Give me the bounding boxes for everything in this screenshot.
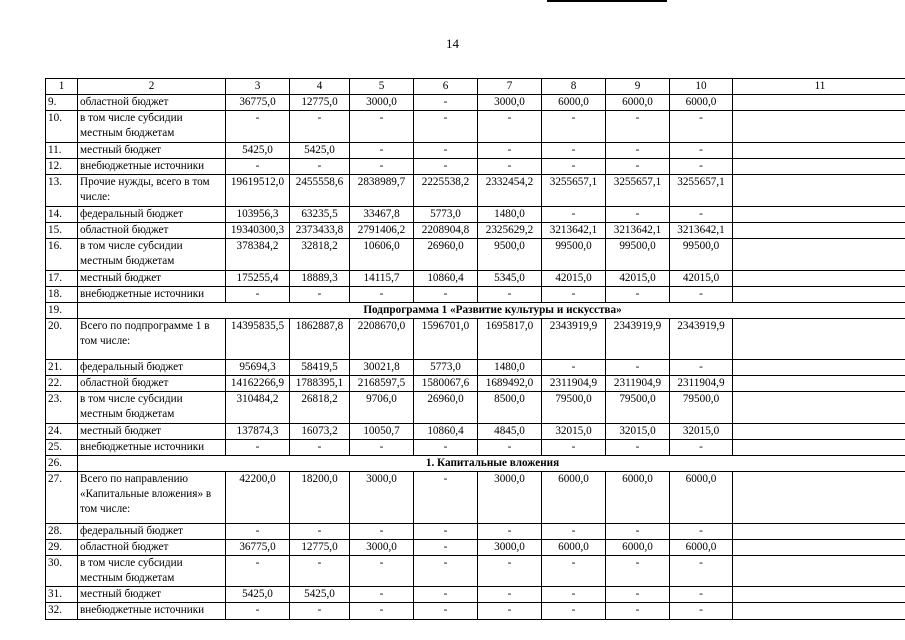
value-cell: - [414,95,478,111]
column-header: 1 [46,79,78,95]
row-label: областной бюджет [78,223,226,239]
value-cell [733,472,905,524]
row-number: 25. [46,440,78,456]
value-cell: 3000,0 [478,472,542,524]
value-cell [733,360,905,376]
row-number: 24. [46,424,78,440]
value-cell: - [542,111,606,143]
value-cell: 175255,4 [226,271,290,287]
value-cell: - [226,440,290,456]
row-number: 23. [46,392,78,424]
value-cell: 32015,0 [606,424,670,440]
value-cell: 2343919,9 [670,319,733,360]
value-cell: 79500,0 [606,392,670,424]
column-header: 6 [414,79,478,95]
value-cell: - [290,603,350,620]
value-cell: - [670,360,733,376]
value-cell: - [414,472,478,524]
value-cell: 1695817,0 [478,319,542,360]
row-number: 27. [46,472,78,524]
table-row [46,287,905,303]
value-cell: 42015,0 [542,271,606,287]
value-cell: 2791406,2 [350,223,414,239]
value-cell: - [414,603,478,620]
row-number: 18. [46,287,78,303]
row-label: федеральный бюджет [78,360,226,376]
row-number: 29. [46,540,78,556]
row-number: 26. [46,456,78,472]
value-cell: 30021,8 [350,360,414,376]
row-number: 31. [46,587,78,603]
value-cell: 2373433,8 [290,223,350,239]
value-cell [733,319,905,360]
value-cell: - [290,287,350,303]
table-row [46,271,905,287]
value-cell: - [542,287,606,303]
value-cell: 2311904,9 [542,376,606,392]
value-cell: 18200,0 [290,472,350,524]
value-cell [733,95,905,111]
value-cell [733,524,905,540]
value-cell: - [414,143,478,159]
row-label: местный бюджет [78,143,226,159]
value-cell: - [414,587,478,603]
value-cell: - [542,524,606,540]
column-number-row [46,79,905,95]
value-cell: 12775,0 [290,540,350,556]
value-cell: - [542,159,606,175]
value-cell: - [414,287,478,303]
row-label: Всего по подпрограмме 1 в том числе: [78,319,226,360]
value-cell: - [670,111,733,143]
row-number: 19. [46,303,78,319]
row-label: местный бюджет [78,587,226,603]
value-cell: 32015,0 [670,424,733,440]
value-cell: - [478,159,542,175]
value-cell: 12775,0 [290,95,350,111]
table-row [46,376,905,392]
row-label: областной бюджет [78,540,226,556]
value-cell: 10606,0 [350,239,414,271]
row-number: 12. [46,159,78,175]
value-cell: 2311904,9 [670,376,733,392]
table-row [46,587,905,603]
row-number: 15. [46,223,78,239]
value-cell: 6000,0 [606,95,670,111]
table-row [46,95,905,111]
value-cell [733,440,905,456]
value-cell: 79500,0 [542,392,606,424]
value-cell: - [670,143,733,159]
value-cell: - [606,207,670,223]
row-label: Всего по направлению «Капитальные вложения» в том числе: [78,472,226,524]
value-cell: 19619512,0 [226,175,290,207]
value-cell: 99500,0 [670,239,733,271]
value-cell: 36775,0 [226,540,290,556]
value-cell: 5425,0 [226,143,290,159]
value-cell: 3213642,1 [606,223,670,239]
value-cell [733,287,905,303]
value-cell: 63235,5 [290,207,350,223]
value-cell: 58419,5 [290,360,350,376]
value-cell: - [478,440,542,456]
value-cell: 5425,0 [226,587,290,603]
row-label: областной бюджет [78,376,226,392]
value-cell: 2838989,7 [350,175,414,207]
value-cell: - [478,111,542,143]
value-cell: - [478,287,542,303]
row-number: 30. [46,556,78,587]
value-cell: - [350,111,414,143]
value-cell: - [290,556,350,587]
value-cell: 3213642,1 [542,223,606,239]
row-label: в том числе субсидии местным бюджетам [78,392,226,424]
value-cell: 6000,0 [670,472,733,524]
value-cell: - [414,540,478,556]
value-cell [733,207,905,223]
row-label: внебюджетные источники [78,159,226,175]
value-cell: 137874,3 [226,424,290,440]
value-cell [733,392,905,424]
table-row [46,319,905,360]
row-label: в том числе субсидии местным бюджетам [78,239,226,271]
value-cell: - [478,603,542,620]
value-cell: - [606,159,670,175]
value-cell: 4845,0 [478,424,542,440]
value-cell: - [478,143,542,159]
scan-edge-mark [547,0,667,2]
value-cell: 14115,7 [350,271,414,287]
table-row [46,360,905,376]
value-cell [733,376,905,392]
value-cell: 16073,2 [290,424,350,440]
value-cell: 8500,0 [478,392,542,424]
value-cell: 5773,0 [414,360,478,376]
value-cell: 2343919,9 [606,319,670,360]
column-header: 4 [290,79,350,95]
value-cell: 103956,3 [226,207,290,223]
value-cell: 42200,0 [226,472,290,524]
value-cell: 3000,0 [350,540,414,556]
value-cell: 5773,0 [414,207,478,223]
value-cell: 2225538,2 [414,175,478,207]
value-cell: - [414,556,478,587]
value-cell: - [606,143,670,159]
value-cell: 3000,0 [478,95,542,111]
row-label: федеральный бюджет [78,207,226,223]
value-cell: 3255657,1 [670,175,733,207]
value-cell: - [290,159,350,175]
value-cell: - [670,603,733,620]
value-cell: 14395835,5 [226,319,290,360]
value-cell: - [350,143,414,159]
value-cell: - [478,556,542,587]
value-cell: 10860,4 [414,271,478,287]
row-label: федеральный бюджет [78,524,226,540]
value-cell: 2311904,9 [606,376,670,392]
row-number: 14. [46,207,78,223]
row-label: в том числе субсидии местным бюджетам [78,111,226,143]
value-cell: 6000,0 [670,540,733,556]
budget-table-body [46,79,905,620]
value-cell: 2208670,0 [350,319,414,360]
value-cell: - [226,556,290,587]
column-header: 8 [542,79,606,95]
row-number: 16. [46,239,78,271]
table-row [46,207,905,223]
value-cell: - [606,111,670,143]
value-cell: - [350,287,414,303]
value-cell: 1596701,0 [414,319,478,360]
value-cell: 6000,0 [606,472,670,524]
value-cell: - [606,287,670,303]
table-row [46,111,905,143]
value-cell: 9706,0 [350,392,414,424]
value-cell: 3000,0 [350,472,414,524]
row-number: 22. [46,376,78,392]
value-cell: - [542,143,606,159]
column-header: 3 [226,79,290,95]
row-number: 9. [46,95,78,111]
row-label: Прочие нужды, всего в том числе: [78,175,226,207]
table-row [46,424,905,440]
value-cell: 99500,0 [606,239,670,271]
value-cell: 6000,0 [542,472,606,524]
table-row [46,540,905,556]
table-row [46,159,905,175]
column-header: 7 [478,79,542,95]
row-number: 11. [46,143,78,159]
row-label: местный бюджет [78,424,226,440]
value-cell: 42015,0 [670,271,733,287]
value-cell: 99500,0 [542,239,606,271]
value-cell: - [606,524,670,540]
value-cell: - [606,603,670,620]
row-number: 32. [46,603,78,620]
value-cell [733,424,905,440]
column-header: 2 [78,79,226,95]
value-cell: - [670,207,733,223]
table-row [46,143,905,159]
value-cell [733,223,905,239]
value-cell: 32015,0 [542,424,606,440]
value-cell: - [478,587,542,603]
value-cell: 5425,0 [290,143,350,159]
value-cell [733,239,905,271]
value-cell [733,271,905,287]
table-row [46,524,905,540]
value-cell: 3255657,1 [542,175,606,207]
value-cell: 19340300,3 [226,223,290,239]
column-header: 5 [350,79,414,95]
row-number: 20. [46,319,78,360]
value-cell: - [606,556,670,587]
value-cell [733,587,905,603]
value-cell: - [670,556,733,587]
page-number: 14 [446,36,459,51]
value-cell: - [670,440,733,456]
row-label: внебюджетные источники [78,287,226,303]
value-cell: - [542,207,606,223]
value-cell: - [606,360,670,376]
value-cell: 378384,2 [226,239,290,271]
table-row [46,556,905,587]
value-cell [733,556,905,587]
value-cell: - [226,159,290,175]
value-cell: 1689492,0 [478,376,542,392]
column-header: 11 [733,79,905,95]
value-cell: - [350,587,414,603]
row-label: внебюджетные источники [78,603,226,620]
value-cell: - [226,287,290,303]
value-cell: - [542,603,606,620]
value-cell: - [350,603,414,620]
value-cell: - [290,111,350,143]
row-number: 13. [46,175,78,207]
table-row [46,603,905,620]
value-cell: - [670,524,733,540]
value-cell: 36775,0 [226,95,290,111]
table-row [46,239,905,271]
value-cell: 14162266,9 [226,376,290,392]
row-number: 28. [46,524,78,540]
table-row [46,223,905,239]
value-cell: 3255657,1 [606,175,670,207]
value-cell: 26960,0 [414,392,478,424]
value-cell: 2343919,9 [542,319,606,360]
value-cell: 9500,0 [478,239,542,271]
value-cell: - [350,159,414,175]
value-cell: - [350,556,414,587]
value-cell: 2168597,5 [350,376,414,392]
row-label: местный бюджет [78,271,226,287]
value-cell: 2332454,2 [478,175,542,207]
value-cell: 42015,0 [606,271,670,287]
section-title: Подпрограмма 1 «Развитие культуры и искусства» [78,303,905,319]
value-cell: 3213642,1 [670,223,733,239]
value-cell [733,603,905,620]
value-cell: - [414,524,478,540]
column-header: 9 [606,79,670,95]
value-cell: - [542,556,606,587]
column-header: 10 [670,79,733,95]
row-label: областной бюджет [78,95,226,111]
value-cell: 6000,0 [606,540,670,556]
value-cell: 1480,0 [478,207,542,223]
value-cell: 1580067,6 [414,376,478,392]
table-row [46,472,905,524]
value-cell: 6000,0 [542,95,606,111]
value-cell [733,159,905,175]
value-cell: - [290,440,350,456]
row-number: 10. [46,111,78,143]
value-cell: 32818,2 [290,239,350,271]
value-cell: 26818,2 [290,392,350,424]
value-cell: - [226,603,290,620]
value-cell: - [226,524,290,540]
value-cell [733,111,905,143]
value-cell: - [478,524,542,540]
value-cell: - [670,287,733,303]
table-row [46,440,905,456]
value-cell: 1788395,1 [290,376,350,392]
value-cell: 310484,2 [226,392,290,424]
row-label: внебюджетные источники [78,440,226,456]
section-row [46,303,905,319]
table-row [46,392,905,424]
value-cell: - [350,524,414,540]
section-title: 1. Капитальные вложения [78,456,905,472]
value-cell: - [350,440,414,456]
value-cell: - [414,159,478,175]
value-cell [733,175,905,207]
value-cell: 6000,0 [670,95,733,111]
value-cell [733,540,905,556]
value-cell: 5345,0 [478,271,542,287]
value-cell: - [670,587,733,603]
value-cell: 33467,8 [350,207,414,223]
value-cell: 26960,0 [414,239,478,271]
value-cell: - [670,159,733,175]
value-cell: 5425,0 [290,587,350,603]
value-cell: 18889,3 [290,271,350,287]
value-cell: 2455558,6 [290,175,350,207]
value-cell: - [606,587,670,603]
budget-table [45,78,905,620]
value-cell: 6000,0 [542,540,606,556]
value-cell: 10860,4 [414,424,478,440]
value-cell: 2208904,8 [414,223,478,239]
value-cell: - [414,440,478,456]
row-number: 21. [46,360,78,376]
table-row [46,175,905,207]
value-cell: 2325629,2 [478,223,542,239]
value-cell [733,143,905,159]
value-cell: - [226,111,290,143]
value-cell: - [290,524,350,540]
value-cell: 1480,0 [478,360,542,376]
value-cell: 3000,0 [478,540,542,556]
row-number: 17. [46,271,78,287]
value-cell: - [606,440,670,456]
value-cell: 3000,0 [350,95,414,111]
value-cell: - [542,440,606,456]
value-cell: 79500,0 [670,392,733,424]
section-row [46,456,905,472]
value-cell: - [542,587,606,603]
value-cell: - [414,111,478,143]
value-cell: 95694,3 [226,360,290,376]
value-cell: - [542,360,606,376]
value-cell: 1862887,8 [290,319,350,360]
row-label: в том числе субсидии местным бюджетам [78,556,226,587]
value-cell: 10050,7 [350,424,414,440]
